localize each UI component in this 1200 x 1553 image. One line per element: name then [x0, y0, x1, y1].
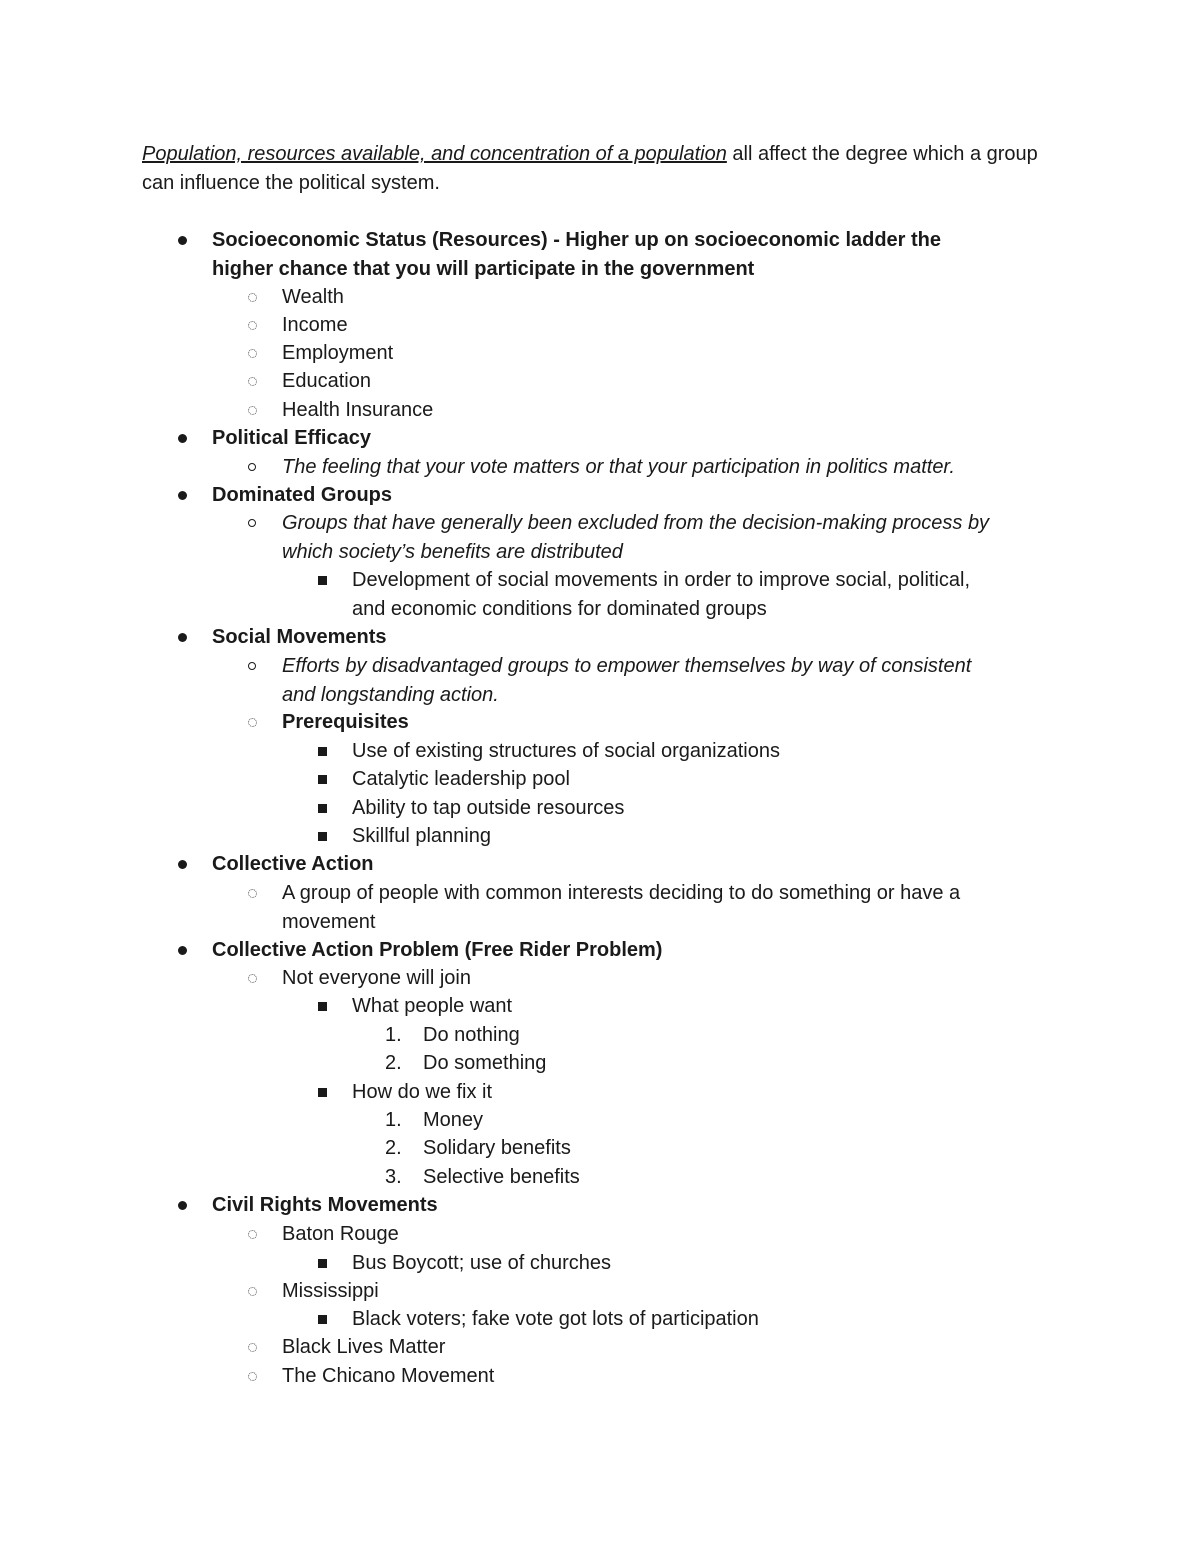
number-marker	[385, 1134, 413, 1163]
list-item-text: Not everyone will join	[282, 967, 471, 989]
list-item-text: which society’s benefits are distributed	[282, 540, 623, 563]
list-item-text: Political Efficacy	[212, 427, 371, 449]
list-item-text: Development of social movements in order to improve social, political,	[352, 569, 971, 591]
list-item-text: Prerequisites	[282, 711, 409, 733]
bullet-circle-icon	[248, 1372, 257, 1381]
bullet-marker	[314, 822, 330, 851]
list-item-text: and economic conditions for dominated groups	[352, 597, 767, 620]
bullet-marker	[174, 936, 190, 965]
bullet-circle-icon	[248, 463, 256, 471]
bullet-marker	[174, 481, 190, 510]
bullet-marker	[244, 964, 260, 993]
list-item-text: Efforts by disadvantaged groups to empower themselves by way of consistent	[282, 655, 972, 677]
bullet-circle-icon	[248, 519, 256, 527]
bullet-marker	[314, 737, 330, 766]
list-item-text: and longstanding action.	[282, 683, 499, 706]
bullet-circle-icon	[248, 889, 257, 898]
list-number: 3.	[385, 1166, 402, 1188]
list-item-text: Mississippi	[282, 1280, 379, 1302]
bullet-square-icon	[318, 804, 327, 813]
bullet-circle-icon	[248, 974, 257, 983]
list-item-text: Selective benefits	[423, 1166, 580, 1188]
list-item-text: Collective Action Problem (Free Rider Problem)	[212, 939, 663, 961]
bullet-square-icon	[318, 576, 327, 585]
list-item-text: Black voters; fake vote got lots of participation	[352, 1308, 759, 1330]
list-item-text: Use of existing structures of social organizations	[352, 740, 780, 762]
bullet-marker	[314, 794, 330, 823]
list-number: 2.	[385, 1137, 402, 1159]
bullet-square-icon	[318, 832, 327, 841]
list-item-text: higher chance that you will participate in the government	[212, 257, 755, 280]
list-item-text: Education	[282, 370, 371, 392]
list-number: 1.	[385, 1109, 402, 1131]
bullet-circle-icon	[248, 1287, 257, 1296]
bullet-dot-icon	[178, 236, 187, 245]
bullet-marker	[314, 1078, 330, 1107]
bullet-circle-icon	[248, 321, 257, 330]
bullet-square-icon	[318, 747, 327, 756]
list-item-text: The Chicano Movement	[282, 1365, 495, 1387]
bullet-circle-icon	[248, 1343, 257, 1352]
bullet-square-icon	[318, 1088, 327, 1097]
bullet-marker	[314, 1249, 330, 1278]
bullet-marker	[314, 992, 330, 1021]
bullet-marker	[244, 1220, 260, 1249]
list-item-text: Ability to tap outside resources	[352, 797, 625, 819]
list-item-text: movement	[282, 910, 376, 933]
bullet-dot-icon	[178, 860, 187, 869]
number-marker	[385, 1106, 413, 1135]
bullet-circle-icon	[248, 662, 256, 670]
bullet-square-icon	[318, 1315, 327, 1324]
list-item-text: How do we fix it	[352, 1081, 493, 1103]
list-item-text: Bus Boycott; use of churches	[352, 1252, 612, 1274]
list-number: 2.	[385, 1052, 402, 1074]
list-item-text: Do something	[423, 1052, 547, 1074]
bullet-circle-icon	[248, 406, 257, 415]
bullet-marker	[244, 708, 260, 737]
list-item-text: Skillful planning	[352, 825, 491, 847]
list-item-text: Socioeconomic Status (Resources) - Higher up on socioeconomic ladder the	[212, 229, 942, 251]
bullet-square-icon	[318, 1002, 327, 1011]
bullet-dot-icon	[178, 1201, 187, 1210]
bullet-circle-icon	[248, 349, 257, 358]
bullet-marker	[244, 311, 260, 340]
list-item-text: A group of people with common interests deciding to do something or have a	[282, 882, 961, 904]
bullet-marker	[244, 283, 260, 312]
bullet-circle-icon	[248, 1230, 257, 1239]
bullet-circle-icon	[248, 718, 257, 727]
list-item-text: Income	[282, 314, 348, 336]
list-item-text: What people want	[352, 995, 513, 1017]
list-item-text: Social Movements	[212, 626, 387, 648]
number-marker	[385, 1163, 413, 1192]
bullet-circle-icon	[248, 293, 257, 302]
list-item-text: Solidary benefits	[423, 1137, 571, 1159]
bullet-marker	[174, 1191, 190, 1220]
bullet-marker	[244, 453, 260, 482]
list-item-text: Dominated Groups	[212, 484, 393, 506]
bullet-square-icon	[318, 1259, 327, 1268]
bullet-marker	[244, 652, 260, 681]
bullet-dot-icon	[178, 491, 187, 500]
bullet-square-icon	[318, 775, 327, 784]
bullet-dot-icon	[178, 633, 187, 642]
bullet-marker	[174, 850, 190, 879]
number-marker	[385, 1021, 413, 1050]
bullet-dot-icon	[178, 946, 187, 955]
list-item-text: Baton Rouge	[282, 1223, 399, 1245]
bullet-marker	[174, 226, 190, 255]
list-item-text: Catalytic leadership pool	[352, 768, 570, 790]
number-marker	[385, 1049, 413, 1078]
list-item-text: Black Lives Matter	[282, 1336, 446, 1358]
list-number: 1.	[385, 1024, 402, 1046]
list-item-text: Collective Action	[212, 853, 374, 875]
bullet-marker	[244, 367, 260, 396]
list-item-text: Health Insurance	[282, 399, 434, 421]
bullet-marker	[314, 566, 330, 595]
bullet-marker	[174, 623, 190, 652]
bullet-marker	[244, 509, 260, 538]
intro-underlined-text: Population, resources available, and concentration of a population	[142, 143, 727, 165]
bullet-marker	[174, 424, 190, 453]
bullet-marker	[244, 1277, 260, 1306]
list-item-text: Wealth	[282, 286, 344, 308]
bullet-marker	[244, 396, 260, 425]
bullet-marker	[244, 339, 260, 368]
list-item-text: Employment	[282, 342, 394, 364]
intro-paragraph	[142, 140, 1062, 197]
bullet-marker	[244, 1362, 260, 1391]
list-item-text: The feeling that your vote matters or that your participation in politics matter.	[282, 456, 955, 478]
bullet-marker	[314, 765, 330, 794]
bullet-marker	[244, 1333, 260, 1362]
intro-text: all affect the degree which a group can influence the political system.	[142, 143, 1038, 194]
bullet-marker	[244, 879, 260, 908]
list-item-text: Do nothing	[423, 1024, 520, 1046]
list-item-text: Civil Rights Movements	[212, 1194, 438, 1216]
bullet-marker	[314, 1305, 330, 1334]
list-item-text: Money	[423, 1109, 484, 1131]
bullet-dot-icon	[178, 434, 187, 443]
bullet-circle-icon	[248, 377, 257, 386]
list-item-text: Groups that have generally been excluded from the decision-making process by	[282, 512, 990, 534]
